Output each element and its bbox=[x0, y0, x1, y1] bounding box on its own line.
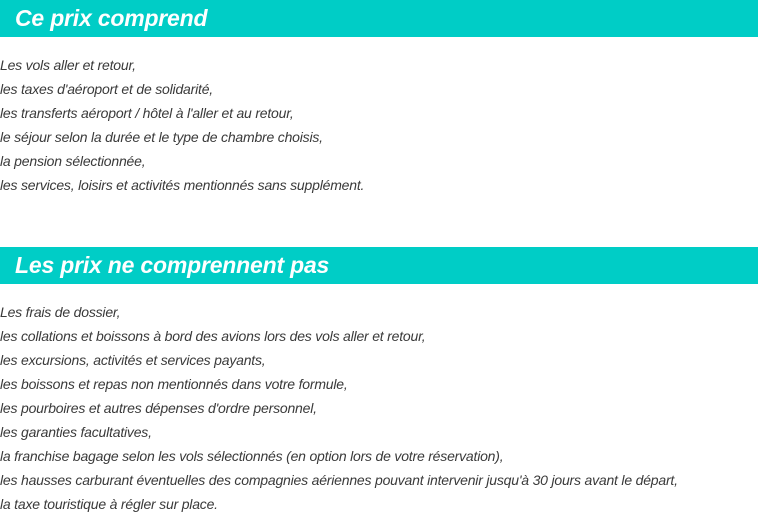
excluded-list bbox=[0, 300, 758, 516]
included-item: la pension sélectionnée, bbox=[0, 153, 146, 169]
excluded-item: les pourboires et autres dépenses d'ordre personnel, bbox=[0, 400, 317, 416]
included-item: le séjour selon la durée et le type de chambre choisis, bbox=[0, 129, 323, 145]
excluded-item: Les frais de dossier, bbox=[0, 304, 121, 320]
excluded-section bbox=[0, 247, 758, 516]
included-item: les transferts aéroport / hôtel à l'aller et au retour, bbox=[0, 105, 294, 121]
excluded-title: Les prix ne comprennent pas bbox=[0, 247, 758, 284]
included-title: Ce prix comprend bbox=[0, 0, 758, 37]
excluded-item: les collations et boissons à bord des avions lors des vols aller et retour, bbox=[0, 328, 426, 344]
excluded-item: les boissons et repas non mentionnés dans votre formule, bbox=[0, 376, 348, 392]
excluded-item: la franchise bagage selon les vols sélectionnés (en option lors de votre réservation), bbox=[0, 448, 504, 464]
included-section bbox=[0, 0, 758, 197]
included-item: les services, loisirs et activités mentionnés sans supplément. bbox=[0, 177, 365, 193]
excluded-item: les excursions, activités et services payants, bbox=[0, 352, 266, 368]
included-item: Les vols aller et retour, bbox=[0, 57, 136, 73]
excluded-item: les hausses carburant éventuelles des compagnies aériennes pouvant intervenir jusqu'à 30 jours avant le départ, bbox=[0, 472, 678, 488]
included-list bbox=[0, 53, 758, 197]
excluded-item: les garanties facultatives, bbox=[0, 424, 152, 440]
included-item: les taxes d'aéroport et de solidarité, bbox=[0, 81, 213, 97]
excluded-item: la taxe touristique à régler sur place. bbox=[0, 496, 218, 512]
